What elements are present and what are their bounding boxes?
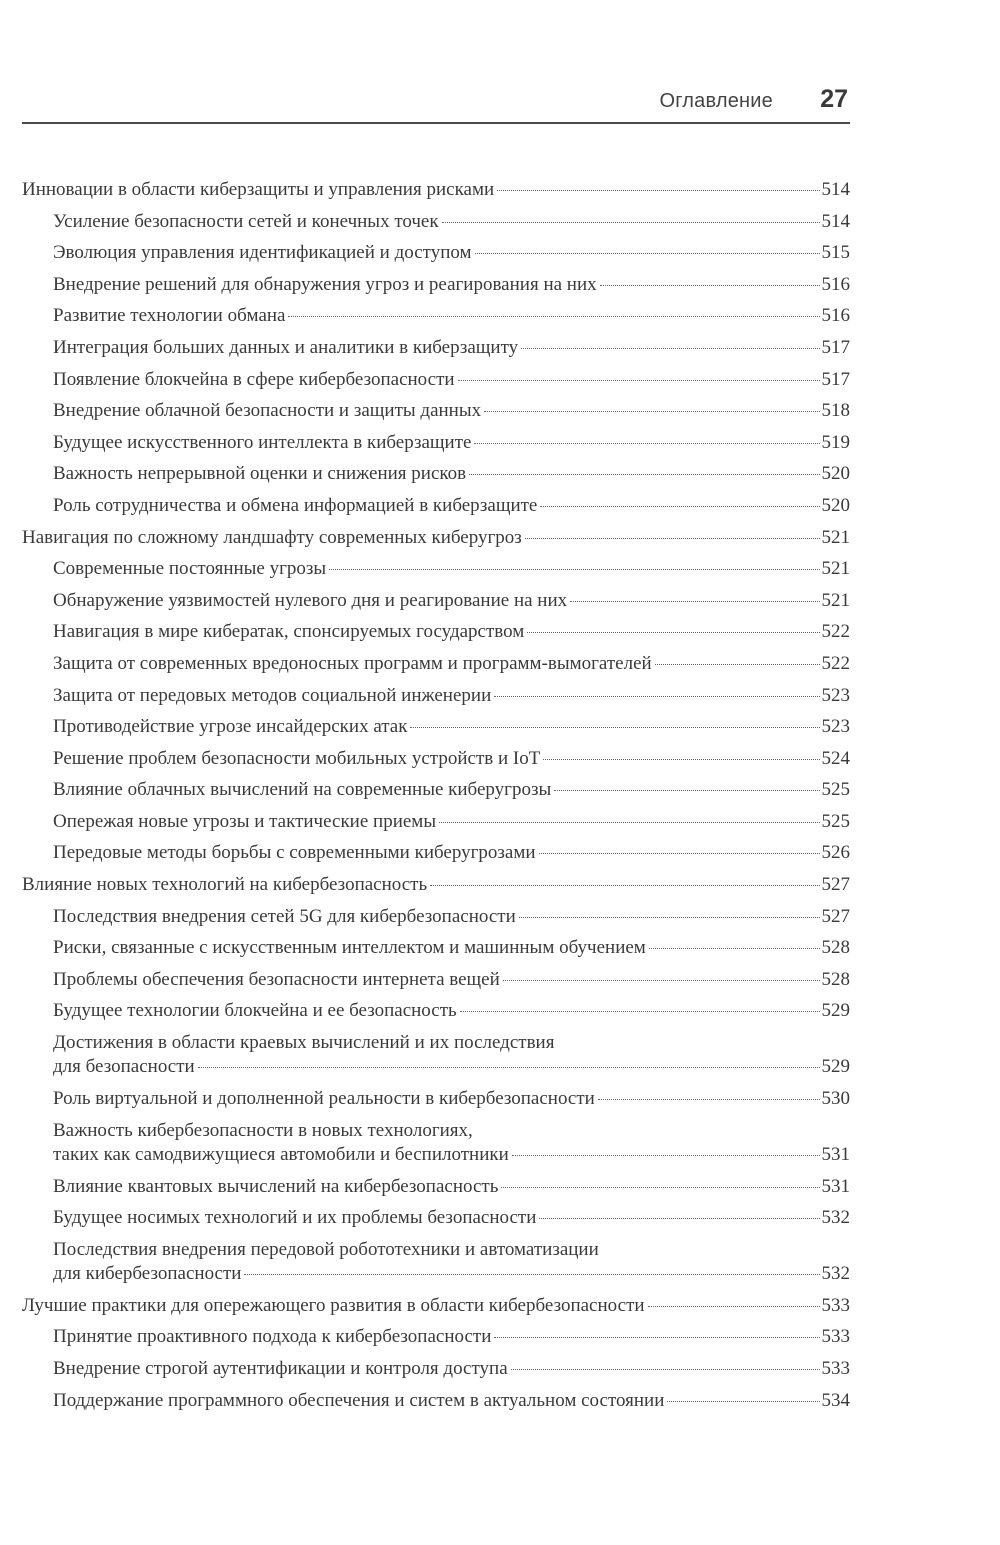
toc-subsection-entry [22, 427, 850, 459]
toc-page-number: 521 [821, 589, 850, 611]
dot-leader [649, 948, 820, 949]
toc-page-number: 527 [821, 905, 850, 927]
toc-page-number: 520 [821, 463, 850, 485]
toc-page-number: 527 [821, 874, 850, 896]
toc-entry-title: Развитие технологии обмана [53, 305, 286, 327]
dot-leader [288, 316, 819, 317]
toc-subsection-entry [22, 616, 850, 648]
toc-entry-title: Будущее искусственного интеллекта в киберзащите [53, 431, 472, 453]
dot-leader [474, 443, 819, 444]
toc-page-number: 523 [821, 716, 850, 738]
toc-subsection-entry [22, 206, 850, 238]
toc-entry-title: Опережая новые угрозы и тактические приемы [53, 810, 437, 832]
toc-entry-title: Инновации в области киберзащиты и управления рисками [22, 179, 495, 200]
toc-entry-title: Последствия внедрения сетей 5G для кибербезопасности [53, 905, 516, 927]
toc-entry-title: Важность непрерывной оценки и снижения рисков [53, 463, 467, 485]
toc-entry-row [53, 490, 850, 517]
toc-subsection-entry [22, 1083, 850, 1115]
toc-entry-row [53, 1055, 850, 1078]
dot-leader [667, 1401, 819, 1402]
toc-entry-title: Передовые методы борьбы с современными киберугрозами [53, 842, 536, 864]
dot-leader [525, 538, 820, 539]
toc-entry-title: Противодействие угрозе инсайдерских атак [53, 716, 408, 738]
dot-leader [540, 506, 819, 507]
toc-entry-title: Лучшие практики для опережающего развития в области кибербезопасности [22, 1294, 645, 1316]
toc-subsection-entry [22, 901, 850, 933]
toc-entry-row [53, 774, 850, 801]
toc-section-entry [22, 1290, 850, 1322]
toc-entry-row [53, 553, 850, 580]
toc-entry-row [53, 837, 850, 864]
dot-leader [554, 790, 819, 791]
toc-entry-title: Риски, связанные с искусственным интеллектом и машинным обучением [53, 937, 646, 959]
toc-entry-row [53, 1171, 850, 1198]
toc-entry-title: для безопасности [53, 1056, 195, 1078]
toc-subsection-entry [22, 1115, 850, 1171]
toc-page-number: 529 [821, 1056, 850, 1078]
toc-section-entry [22, 174, 850, 206]
toc-page-number: 518 [821, 400, 850, 422]
toc-entry-row [53, 680, 850, 707]
toc-entry-row [53, 964, 850, 991]
dot-leader [511, 1369, 820, 1370]
dot-leader [497, 190, 819, 191]
toc-subsection-entry [22, 458, 850, 490]
dot-leader [475, 253, 820, 254]
toc-subsection-entry [22, 490, 850, 522]
toc-entry-row [53, 332, 850, 359]
toc-entry-title: Влияние новых технологий на кибербезопасность [22, 874, 428, 896]
dot-leader [469, 474, 819, 475]
toc-page-number: 525 [821, 779, 850, 801]
toc-entry-title: Внедрение решений для обнаружения угроз и реагирования на них [53, 273, 597, 295]
toc-subsection-entry [22, 585, 850, 617]
dot-leader [329, 569, 819, 570]
running-header [22, 84, 850, 124]
toc-entry-title: Внедрение строгой аутентификации и контроля доступа [53, 1358, 508, 1379]
toc-page-number: 522 [821, 652, 850, 674]
table-of-contents [22, 174, 850, 1416]
toc-entry-row [53, 1083, 850, 1110]
toc-page-number: 515 [821, 242, 850, 264]
toc-entry-title: Усиление безопасности сетей и конечных точек [53, 210, 439, 232]
toc-subsection-entry [22, 806, 850, 838]
dot-leader [484, 411, 819, 412]
toc-page-number: 528 [821, 937, 850, 959]
toc-page-number: 532 [821, 1262, 850, 1284]
toc-entry-row [53, 1353, 850, 1380]
toc-subsection-entry [22, 932, 850, 964]
toc-subsection-entry [22, 300, 850, 332]
toc-entry-title: Навигация в мире кибератак, спонсируемых государством [53, 621, 525, 643]
toc-entry-row [53, 300, 850, 327]
toc-subsection-entry [22, 1353, 850, 1385]
dot-leader [512, 1155, 820, 1156]
toc-page-number: 533 [821, 1358, 850, 1379]
toc-entry-title: Принятие проактивного подхода к кибербезопасности [53, 1326, 492, 1348]
dot-leader [458, 380, 820, 381]
toc-page-number: 520 [821, 494, 850, 516]
toc-entry-row [53, 1262, 850, 1285]
dot-leader [519, 917, 820, 918]
toc-page-number: 516 [821, 305, 850, 327]
toc-entry-title: Защита от современных вредоносных программ и программ-вымогателей [53, 652, 652, 674]
toc-entry-row [53, 901, 850, 928]
toc-subsection-entry [22, 743, 850, 775]
toc-subsection-entry [22, 1202, 850, 1234]
toc-page-number: 517 [821, 336, 850, 358]
page-number: 27 [820, 85, 848, 113]
toc-entry-title: Современные постоянные угрозы [53, 558, 327, 580]
dot-leader [494, 696, 819, 697]
toc-entry-title: Важность кибербезопасности в новых технологиях, [53, 1119, 473, 1141]
toc-subsection-entry [22, 1321, 850, 1353]
toc-entry-row [22, 174, 850, 201]
toc-page-number: 523 [821, 684, 850, 706]
toc-subsection-entry [22, 1027, 850, 1083]
toc-entry-row [53, 1143, 850, 1166]
toc-entry-row [53, 648, 850, 675]
dot-leader [501, 1187, 819, 1188]
toc-entry-row [53, 237, 850, 264]
toc-entry-row [53, 585, 850, 612]
toc-entry-title: Влияние облачных вычислений на современные киберугрозы [53, 779, 552, 801]
toc-page-number: 533 [821, 1326, 850, 1348]
running-header-title: Оглавление [659, 90, 773, 112]
toc-subsection-entry [22, 964, 850, 996]
toc-entry-row [22, 522, 850, 549]
toc-entry-title: Достижения в области краевых вычислений и их последствия [53, 1032, 555, 1054]
toc-entry-title: Поддержание программного обеспечения и систем в актуальном состоянии [53, 1389, 665, 1411]
toc-entry-row [53, 616, 850, 643]
toc-page-number: 525 [821, 810, 850, 832]
toc-entry-title: Будущее носимых технологий и их проблемы безопасности [53, 1207, 537, 1229]
toc-entry-title: Роль виртуальной и дополненной реальности в кибербезопасности [53, 1088, 595, 1110]
toc-subsection-entry [22, 995, 850, 1027]
toc-entry-title: Будущее технологии блокчейна и ее безопасность [53, 1000, 457, 1022]
toc-page-number: 514 [821, 179, 850, 200]
toc-entry-title: Проблемы обеспечения безопасности интернета вещей [53, 968, 500, 990]
toc-entry-title: Внедрение облачной безопасности и защиты данных [53, 400, 482, 422]
toc-section-entry [22, 869, 850, 901]
toc-entry-row [53, 1321, 850, 1348]
toc-section-entry [22, 522, 850, 554]
dot-leader [494, 1337, 819, 1338]
dot-leader [527, 632, 819, 633]
dot-leader [600, 285, 820, 286]
dot-leader [655, 664, 820, 665]
toc-entry-title: Решение проблем безопасности мобильных устройств и IoT [53, 747, 541, 769]
toc-entry-title: Обнаружение уязвимостей нулевого дня и реагирование на них [53, 589, 568, 611]
toc-entry-row [22, 1290, 850, 1317]
toc-entry-title: таких как самодвижущиеся автомобили и беспилотники [53, 1143, 509, 1165]
toc-entry-row [53, 427, 850, 454]
toc-entry-row [53, 206, 850, 233]
dot-leader [410, 727, 819, 728]
dot-leader [503, 980, 820, 981]
toc-page-number: 530 [821, 1088, 850, 1110]
toc-subsection-entry [22, 837, 850, 869]
toc-page-number: 526 [821, 842, 850, 864]
toc-entry-title: Появление блокчейна в сфере кибербезопасности [53, 368, 455, 390]
dot-leader [442, 222, 820, 223]
toc-entry-row [53, 743, 850, 770]
toc-subsection-entry [22, 553, 850, 585]
toc-subsection-entry [22, 648, 850, 680]
toc-entry-row [22, 869, 850, 896]
dot-leader [539, 1218, 819, 1219]
dot-leader [439, 822, 819, 823]
dot-leader [521, 348, 819, 349]
toc-page-number: 521 [821, 558, 850, 580]
toc-entry-row [53, 711, 850, 738]
toc-subsection-entry [22, 332, 850, 364]
toc-entry-row [53, 458, 850, 485]
toc-page-number: 519 [821, 431, 850, 453]
toc-page-number: 517 [821, 368, 850, 390]
toc-page-number: 522 [821, 621, 850, 643]
toc-entry-row [53, 806, 850, 833]
toc-subsection-entry [22, 395, 850, 427]
toc-entry-title: Навигация по сложному ландшафту современных киберугроз [22, 526, 522, 548]
toc-page-number: 516 [821, 273, 850, 295]
toc-entry-row [53, 364, 850, 391]
toc-entry-row [53, 1385, 850, 1412]
toc-entry-title: Последствия внедрения передовой робототехники и автоматизации [53, 1238, 599, 1260]
toc-page-number: 524 [821, 747, 850, 769]
toc-subsection-entry [22, 1171, 850, 1203]
dot-leader [543, 759, 819, 760]
toc-entry-row [53, 269, 850, 296]
toc-page-number: 532 [821, 1207, 850, 1229]
toc-subsection-entry [22, 269, 850, 301]
dot-leader [570, 601, 819, 602]
toc-entry-title: для кибербезопасности [53, 1262, 242, 1284]
toc-subsection-entry [22, 237, 850, 269]
toc-page-number: 528 [821, 968, 850, 990]
toc-subsection-entry [22, 711, 850, 743]
toc-subsection-entry [22, 1385, 850, 1417]
dot-leader [430, 885, 819, 886]
toc-subsection-entry [22, 364, 850, 396]
toc-page-number: 534 [821, 1389, 850, 1411]
toc-entry-row [53, 1202, 850, 1229]
toc-entry-title: Роль сотрудничества и обмена информацией в киберзащите [53, 494, 538, 516]
toc-entry-row [53, 995, 850, 1022]
dot-leader [460, 1011, 820, 1012]
toc-entry-title: Эволюция управления идентификацией и доступом [53, 242, 472, 264]
toc-page-number: 531 [821, 1143, 850, 1165]
dot-leader [598, 1099, 820, 1100]
toc-page-number: 531 [821, 1175, 850, 1197]
toc-page-number: 521 [821, 526, 850, 548]
toc-entry-row [53, 395, 850, 422]
toc-subsection-entry [22, 680, 850, 712]
dot-leader [198, 1067, 820, 1068]
toc-page-number: 529 [821, 1000, 850, 1022]
dot-leader [539, 853, 820, 854]
toc-page-number: 514 [821, 210, 850, 232]
toc-entry-title: Влияние квантовых вычислений на кибербезопасность [53, 1175, 499, 1197]
toc-entry-title: Защита от передовых методов социальной инженерии [53, 684, 492, 706]
toc-subsection-entry [22, 1234, 850, 1290]
dot-leader [648, 1306, 820, 1307]
toc-subsection-entry [22, 774, 850, 806]
toc-entry-title: Интеграция больших данных и аналитики в киберзащиту [53, 336, 519, 358]
toc-entry-row [53, 932, 850, 959]
toc-page-number: 533 [821, 1294, 850, 1316]
dot-leader [244, 1274, 819, 1275]
